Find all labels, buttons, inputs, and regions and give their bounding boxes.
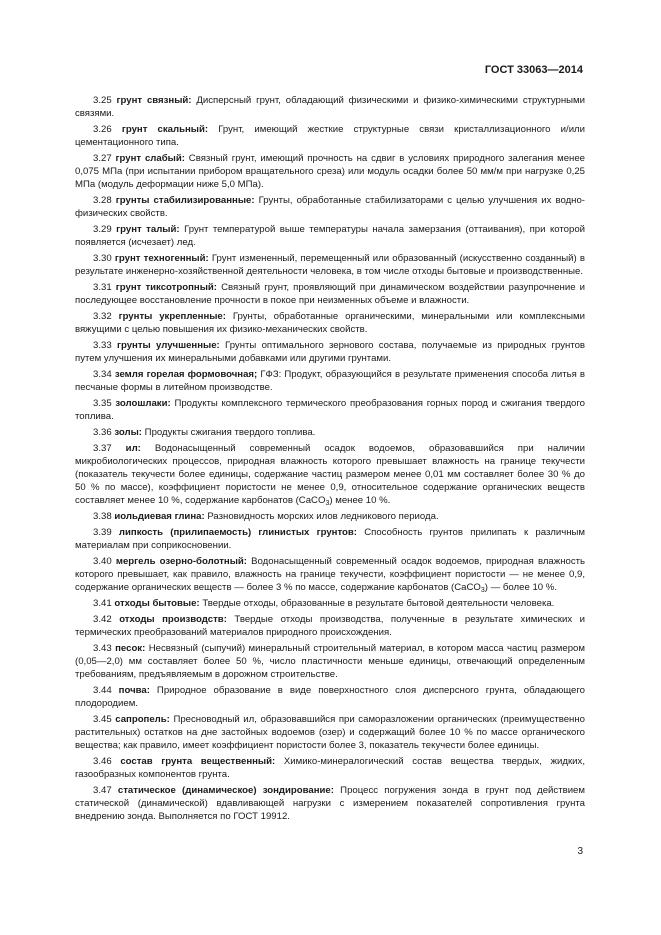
term-number: 3.35 xyxy=(93,398,112,409)
term-name: ил: xyxy=(125,443,141,454)
term-entry xyxy=(75,252,585,278)
term-entry xyxy=(75,223,585,249)
term-entry xyxy=(75,368,585,394)
term-definition: Грунты оптимального зернового состава, получаемые из природных грунтов путем улучшения их минеральными добавками или другими грунтами. xyxy=(75,340,586,364)
term-definition: Химико-минералогический состав вещества твердых, жидких, газообразных компонентов грунта. xyxy=(75,756,585,780)
term-number: 3.34 xyxy=(93,369,112,380)
term-number: 3.46 xyxy=(93,756,112,767)
term-definition: Несвязный (сыпучий) минеральный строительный материал, в котором масса частиц размером (0,05—2,0) мм составляет более 50 %, число пластичности меньше единицы, отвечающий определенным требованиям, предъявляемым в дорожном строительстве. xyxy=(75,643,585,680)
term-number: 3.30 xyxy=(93,253,112,264)
term-name: иольдиевая глина: xyxy=(114,511,205,522)
term-name: сапропель: xyxy=(115,714,170,725)
term-name: грунт тиксотропный: xyxy=(115,282,217,293)
term-definition: Продукты комплексного термического преобразования горных пород и сжигания твердого топлива. xyxy=(75,398,585,422)
term-name: грунты улучшенные: xyxy=(116,340,220,351)
term-name: липкость (прилипаемость) глинистых грунтов: xyxy=(118,527,357,538)
term-number: 3.33 xyxy=(93,340,112,351)
term-definition: Твердые отходы, образованные в результате бытовой деятельности человека. xyxy=(202,598,555,609)
term-number: 3.38 xyxy=(93,511,112,522)
term-name: золы: xyxy=(114,427,142,438)
term-entry xyxy=(75,339,585,365)
term-entry xyxy=(75,597,585,610)
term-definition: ГФЗ: Продукт, образующийся в результате применения способа литья в песчаные формы в литейном производстве. xyxy=(75,369,585,393)
term-definition: Водонасыщенный современный осадок водоемов, образовавшийся при наличии микробиологических процессов, природная влажность которого превышает влажность на границе текучести (показатель текучести более единицы, содержание частиц размером менее 0,01 мм составляет более 30 % до 50 % по массе), коэффициент пористости не менее 0,9, относительное содержание органических веществ составляет менее 10 %, содержание карбонатов (CaCO xyxy=(75,443,585,506)
term-number: 3.37 xyxy=(93,443,112,454)
term-name: почва: xyxy=(118,685,150,696)
term-entry xyxy=(75,194,585,220)
formula-subscript: 3 xyxy=(480,587,485,594)
term-definition: Пресноводный ил, образовавшийся при саморазложении органических (преимущественно растительных) остатков на дне застойных водоемов (озер) и содержащий более 10 % по массе органического вещества; как правило, имеет коэффициент пористости более 3, показатель текучести более единицы. xyxy=(75,714,585,751)
term-definition: Грунт, имеющий жесткие структурные связи кристаллизационного и/или цементационного типа. xyxy=(75,124,586,148)
term-definition: Твердые отходы производства, полученные в результате химических и термических преобразований материалов природного происхождения. xyxy=(75,614,586,638)
term-number: 3.39 xyxy=(93,527,112,538)
term-entry xyxy=(75,123,585,149)
term-definition: Способность грунтов прилипать к различным материалам при соприкосновении. xyxy=(75,527,585,551)
term-number: 3.29 xyxy=(93,224,112,235)
term-number: 3.44 xyxy=(93,685,112,696)
term-number: 3.47 xyxy=(93,785,112,796)
term-definition: Разновидность морских илов ледникового периода. xyxy=(207,511,439,522)
term-name: грунт техногенный: xyxy=(114,253,209,264)
term-name: отходы бытовые: xyxy=(114,598,200,609)
term-entry xyxy=(75,442,585,507)
term-entry xyxy=(75,510,585,523)
page-header: ГОСТ 33063—2014 xyxy=(484,64,583,76)
term-definition: Грунт измененный, перемещенный или образованный (искусственно созданный) в результате инженерно-хозяйственной деятельности человека, в том числе отходы бытовые и производственные. xyxy=(75,253,585,277)
term-entry xyxy=(75,755,585,781)
term-number: 3.43 xyxy=(93,643,112,654)
term-name: золошлаки: xyxy=(115,398,171,409)
term-name: грунт скальный: xyxy=(121,124,209,135)
term-number: 3.45 xyxy=(93,714,112,725)
term-name: земля горелая формовочная; xyxy=(114,369,258,380)
term-number: 3.32 xyxy=(93,311,112,322)
term-entry xyxy=(75,684,585,710)
term-number: 3.26 xyxy=(93,124,112,135)
term-name: мергель озерно-болотный: xyxy=(115,556,247,567)
term-name: статическое (динамическое) зондирование: xyxy=(117,785,334,796)
term-definition: Связный грунт, проявляющий при динамическом воздействии разупрочнение и последующее восстановление прочности в покое при неизменных объеме и влажности. xyxy=(75,282,586,306)
term-name: песок: xyxy=(115,643,146,654)
term-number: 3.42 xyxy=(93,614,112,625)
term-name: грунт талый: xyxy=(116,224,180,235)
term-number: 3.25 xyxy=(93,95,112,106)
term-number: 3.28 xyxy=(93,195,112,206)
term-name: отходы производств: xyxy=(119,614,227,625)
term-name: грунт связный: xyxy=(116,95,192,106)
term-definition-tail: ) менее 10 %. xyxy=(329,495,391,506)
term-entry xyxy=(75,426,585,439)
term-number: 3.40 xyxy=(93,556,112,567)
term-entry xyxy=(75,310,585,336)
term-entry xyxy=(75,397,585,423)
term-number: 3.31 xyxy=(93,282,112,293)
term-number: 3.41 xyxy=(93,598,112,609)
term-entry xyxy=(75,613,585,639)
term-name: грунты стабилизированные: xyxy=(115,195,255,206)
formula-subscript: 3 xyxy=(325,500,330,507)
term-entry xyxy=(75,642,585,681)
term-definition: Грунты, обработанные органическими, минеральными или комплексными вяжущими с целью повышения их физико-механических свойств. xyxy=(75,311,585,335)
term-entry xyxy=(75,526,585,552)
term-definition: Грунты, обработанные стабилизаторами с целью улучшения их водно-физических свойств. xyxy=(75,195,586,219)
term-definition: Дисперсный грунт, обладающий физическими и физико-химическими структурными связями. xyxy=(75,95,586,119)
term-entry xyxy=(75,713,585,752)
term-definition: Процесс погружения зонда в грунт под действием статической (динамической) вдавливающей нагрузки с измерением показателей сопротивления грунта внедрению зонда. Выполняется по ГОСТ 19912. xyxy=(75,785,585,822)
term-entry xyxy=(75,784,585,823)
term-number: 3.27 xyxy=(93,153,112,164)
term-definition: Связный грунт, имеющий прочность на сдвиг в условиях природного залегания менее 0,075 МПа (при испытании прибором вращательного среза) или модуль осадки более 50 мм/м при нагрузке 0,25 МПа (модуль деформации ниже 5,0 МПа). xyxy=(75,153,586,190)
term-name: грунт слабый: xyxy=(115,153,185,164)
term-definition: Продукты сжигания твердого топлива. xyxy=(144,427,316,438)
term-definition: Грунт температурой выше температуры начала замерзания (оттаивания), при которой появляется (исчезает) лед. xyxy=(75,224,586,248)
term-entry xyxy=(75,94,585,120)
term-definition: Природное образование в виде поверхностного слоя дисперсного грунта, обладающего плодородием. xyxy=(75,685,586,709)
terms-list xyxy=(75,94,585,826)
term-entry xyxy=(75,152,585,191)
term-definition-tail: ) — более 10 %. xyxy=(484,582,558,593)
term-entry xyxy=(75,281,585,307)
term-entry xyxy=(75,555,585,594)
term-name: состав грунта вещественный: xyxy=(120,756,276,767)
term-number: 3.36 xyxy=(93,427,112,438)
term-definition: Водонасыщенный современный осадок водоемов, природная влажность которого превышает, как правило, влажность на границе текучести, коэффициент пористости — не менее 0,9, содержание органических веществ — более 3 % по массе, содержание карбонатов (CaCO xyxy=(75,556,586,593)
term-name: грунты укрепленные: xyxy=(118,311,226,322)
page-number: 3 xyxy=(577,846,583,857)
